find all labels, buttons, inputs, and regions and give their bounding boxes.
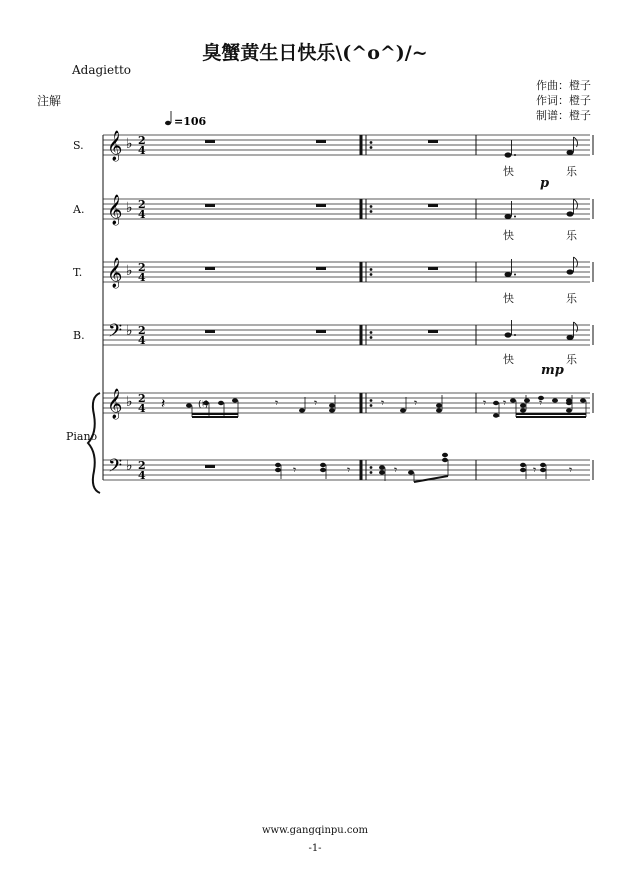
lyric-alto-1: 快: [503, 229, 514, 242]
treble-clef-icon: 𝄞: [107, 258, 123, 288]
eighth-rest-icon: 𝄾: [347, 463, 351, 477]
flat-icon: ♭: [126, 458, 133, 474]
lyric-soprano-2: 乐: [566, 165, 577, 178]
whole-rest-icon: [428, 204, 438, 207]
whole-rest-icon: [316, 267, 326, 270]
svg-text:2: 2: [138, 324, 146, 337]
svg-text:2: 2: [138, 261, 146, 274]
whole-rest-icon: [316, 140, 326, 143]
lyric-alto-2: 乐: [566, 229, 577, 242]
svg-text:2: 2: [138, 198, 146, 211]
staff-piano-right: [103, 388, 593, 420]
bass-clef-icon: 𝄢: [108, 321, 123, 346]
whole-rest-icon: [428, 140, 438, 143]
lyric-soprano-1: 快: [503, 165, 514, 178]
footer-page-number: -1-: [308, 843, 322, 854]
whole-rest-icon: [316, 330, 326, 333]
svg-text:4: 4: [138, 469, 146, 482]
flat-icon: ♭: [126, 200, 133, 216]
footer-site: www.gangqinpu.com: [261, 825, 369, 836]
eighth-rest-icon: 𝄾: [293, 463, 297, 477]
svg-text:4: 4: [138, 271, 146, 284]
instrument-soprano: S.: [73, 139, 84, 152]
score-title: 臭蟹黄生日快乐\(^o^)/~: [202, 42, 428, 64]
lyric-tenor-1: 快: [503, 292, 514, 305]
credit-composer: 作曲：橙子: [536, 79, 591, 92]
dynamic-alto: p: [540, 176, 550, 191]
flat-icon: ♭: [126, 323, 133, 339]
treble-clef-icon: 𝄞: [107, 389, 123, 419]
staff-tenor: [103, 257, 593, 289]
svg-text:2: 2: [138, 459, 146, 472]
treble-clef-icon: 𝄞: [107, 195, 123, 225]
eighth-rest-icon: 𝄾: [275, 396, 279, 410]
svg-text:2: 2: [138, 134, 146, 147]
svg-text:4: 4: [138, 208, 146, 221]
eighth-rest-icon: 𝄾: [539, 396, 543, 410]
dynamic-piano: mp: [541, 363, 564, 378]
metronome-marking: [165, 111, 207, 128]
flat-icon: ♭: [126, 136, 133, 152]
lyric-bass-1: 快: [503, 353, 514, 366]
whole-rest-icon: [428, 330, 438, 333]
whole-rest-icon: [316, 204, 326, 207]
flat-icon: ♭: [126, 394, 133, 410]
eighth-rest-icon: 𝄾: [483, 396, 487, 410]
svg-text:4: 4: [138, 334, 146, 347]
whole-rest-icon: [205, 204, 215, 207]
whole-rest-icon: [205, 140, 215, 143]
whole-rest-icon: [205, 330, 215, 333]
instrument-bass: B.: [73, 329, 85, 342]
eighth-rest-icon: 𝄾: [569, 463, 573, 477]
eighth-rest-icon: 𝄾: [314, 396, 318, 410]
tempo-marking: Adagietto: [72, 63, 131, 77]
flat-icon: ♭: [126, 263, 133, 279]
svg-text:(♮): (♮): [198, 400, 209, 410]
whole-rest-icon: [205, 267, 215, 270]
bass-clef-icon: 𝄢: [108, 456, 123, 481]
staff-alto: [103, 194, 593, 226]
credit-lyricist: 作词：橙子: [536, 94, 591, 107]
staff-piano-left: [103, 453, 593, 482]
staff-bass: [103, 320, 593, 347]
staff-soprano: [103, 130, 593, 162]
whole-rest-icon: [428, 267, 438, 270]
svg-text:=106: =106: [174, 115, 207, 128]
eighth-rest-icon: 𝄾: [414, 396, 418, 410]
treble-clef-icon: 𝄞: [107, 131, 123, 161]
eighth-rest-icon: 𝄾: [533, 463, 537, 477]
instrument-piano: Piano: [66, 430, 98, 443]
svg-text:4: 4: [138, 402, 146, 415]
lyric-bass-2: 乐: [566, 353, 577, 366]
lyric-tenor-2: 乐: [566, 292, 577, 305]
credit-arranger: 制谱：橙子: [536, 109, 591, 122]
eighth-rest-icon: 𝄾: [394, 463, 398, 477]
instrument-alto: A.: [73, 203, 85, 216]
instrument-tenor: T.: [73, 266, 83, 279]
eighth-rest-icon: 𝄾: [381, 396, 385, 410]
quarter-rest-icon: 𝄽: [161, 396, 166, 412]
whole-rest-icon: [205, 465, 215, 468]
svg-text:2: 2: [138, 392, 146, 405]
eighth-rest-icon: 𝄾: [503, 396, 507, 410]
piano-brace-icon: [88, 393, 100, 493]
svg-text:4: 4: [138, 144, 146, 157]
annotation-label: 注解: [37, 94, 62, 108]
